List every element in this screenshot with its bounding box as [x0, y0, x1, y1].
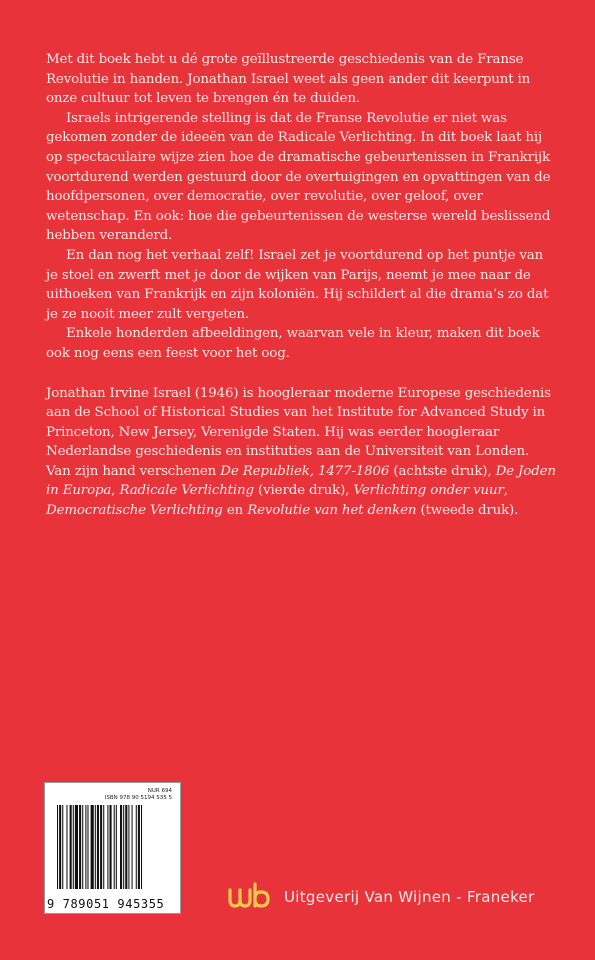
title-de-republiek: De Republiek, 1477-1806 [220, 463, 390, 479]
ean-number: 9 789051 945355 [47, 897, 165, 911]
back-cover-text [46, 50, 556, 521]
author-bio: Jonathan Irvine Israel (1946) is hoogleraar moderne Europese geschiedenis aan de School of Historical Studies van het Institute for Advanced Study in Princeton, New Jersey, Verenigde Staten. Hij was eerder hoogleraar Nederlandse geschiedenis en instituties aan de Universiteit van Londen. Van zijn hand verschenen De Republiek, 1477-1806 (achtste druk), De Joden in Europa, Radicale Verlichting (vierde druk), Verlichting onder vuur, Democratische Verlichting en Revolutie van het denken (tweede druk). [46, 385, 556, 519]
title-verlichting-onder-vuur: Verlichting onder vuur [353, 483, 504, 499]
nur-code: NUR 694 [147, 788, 172, 794]
barcode [44, 782, 181, 914]
isbn-code: ISBN 978 90 5194 535 5 [104, 795, 172, 801]
blurb-paragraph-4: Enkele honderden afbeeldingen, waarvan vele in kleur, maken dit boek ook nog eens een feest voor het oog. [46, 326, 540, 361]
blurb-paragraph-3: En dan nog het verhaal zelf! Israel zet je voortdurend op het puntje van je stoel en zwerft met je door de wijken van Parijs, neemt je mee naar de uithoeken van Frankrijk en zijn koloniën. Hij schildert al die drama’s zo dat je ze nooit meer zult vergeten. [46, 247, 549, 322]
barcode-bars [57, 805, 175, 889]
title-de-joden: De Joden in Europa [46, 463, 556, 499]
blurb-paragraph-2: Israels intrigerende stelling is dat de Franse Revolutie er niet was gekomen zonder de ideeën van de Radicale Verlichting. In dit boek laat hij op spectaculaire wijze zien hoe de dramatische gebeurtenissen in Frankrijk voortdurend werden gestuurd door de overtuigingen en opvattingen van de hoofdpersonen, over democratie, over revolutie, over geloof, over wetenschap. En ook: hoe die gebeurtenissen de westerse wereld beslissend hebben veranderd. [46, 110, 551, 244]
publisher-name: Uitgeverij Van Wijnen - Franeker [284, 888, 535, 906]
title-radicale-verlichting: Radicale Verlichting [119, 483, 254, 499]
blurb-paragraph-1: Met dit boek hebt u dé grote geïllustreerde geschiedenis van de Franse Revolutie in handen. Jonathan Israel weet als geen ander dit keerpunt in onze cultuur tot leven te brengen én te duiden. [46, 52, 531, 107]
title-revolutie-van-het-denken: Revolutie van het denken [247, 503, 417, 519]
title-democratische-verlichting: Democratische Verlichting [46, 503, 223, 519]
publisher-logo [228, 882, 272, 910]
